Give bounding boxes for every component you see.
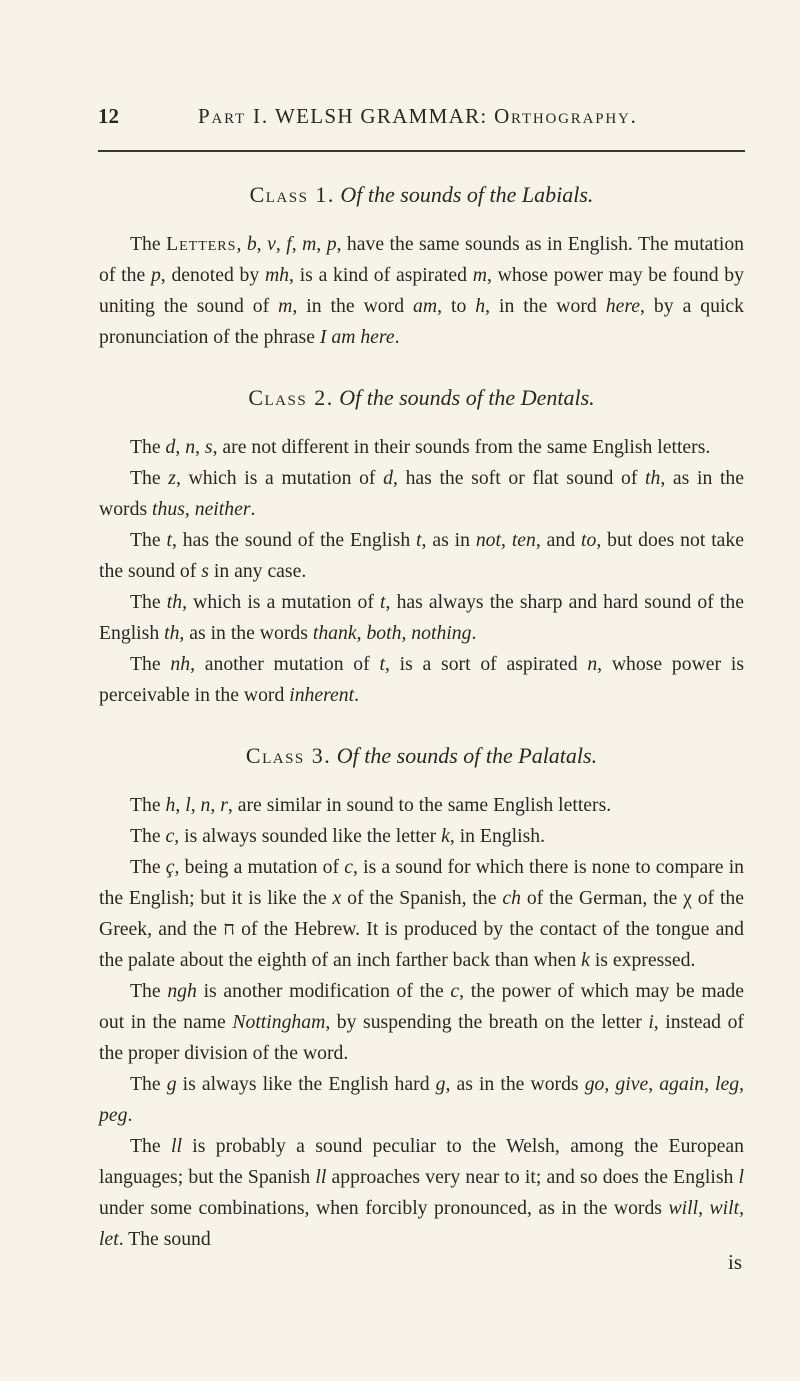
paragraph-palatals-3: The ç, being a mutation of c, is a sound for which there is none to compare in the English; but it is like the x of the Spanish, the ch of the German, the χ of the Greek, and the ח of the Hebrew. It is produced by the contact of the tongue and the palate about the eighth of an inch farther back than when k is expressed. [99,856,745,971]
page-body [99,181,744,1255]
paragraph-dentals-1: The d, n, s, are not different in their sounds from the same English letters. [130,436,711,458]
header-rule [98,150,745,152]
paragraph-palatals-6: The ll is probably a sound peculiar to the Welsh, among the European languages; but the Spanish ll approaches very near to it; and so does the English l under some combinations, when forcibly pronounced, as in the words will, wilt, let. The sound [99,1135,744,1250]
class-2-label: Class 2. [248,385,334,410]
paragraph-palatals-4: The ngh is another modification of the c, the power of which may be made out in the name Nottingham, by suspending the breath on the letter i, instead of the proper division of the word. [99,980,744,1064]
running-head-grammar: WELSH GRAMMAR: [275,104,488,128]
class-2-heading [99,384,744,412]
class-1-label: Class 1. [249,182,335,207]
running-head-part: Part I. [198,104,269,128]
paragraph-palatals-2: The c, is always sounded like the letter k, in English. [130,825,546,847]
class-3-label: Class 3. [245,743,332,768]
class-1-title: Of the sounds of the Labials. [340,182,594,207]
paragraph-dentals-4: The th, which is a mutation of t, has always the sharp and hard sound of the English th, as in the words thank, both, nothing. [99,591,744,644]
paragraph-labials: The Letters, b, v, f, m, p, have the same sounds as in English. The mutation of the p, denoted by mh, is a kind of aspirated m, whose power may be found by uniting the sound of m, in the word am, to h, in the word here, by a quick pronunciation of the phrase I am here. [99,233,745,348]
paragraph-palatals-5: The g is always like the English hard g, as in the words go, give, again, leg, peg. [99,1073,745,1126]
running-head [198,104,638,129]
page-number: 12 [98,104,119,128]
paragraph-palatals-1: The h, l, n, r, are similar in sound to the same English letters. [130,794,612,816]
class-2-title: Of the sounds of the Dentals. [339,385,595,410]
page-header [98,104,740,138]
catchword: is [727,1250,742,1274]
paragraph-dentals-5: The nh, another mutation of t, is a sort of aspirated n, whose power is perceivable in the word inherent. [99,653,744,706]
paragraph-dentals-2: The z, which is a mutation of d, has the soft or flat sound of th, as in the words thus, neither. [99,467,744,520]
running-head-section: Orthography. [494,104,638,128]
paragraph-dentals-3: The t, has the sound of the English t, as in not, ten, and to, but does not take the sound of s in any case. [99,529,744,582]
class-1-heading [99,181,744,209]
class-3-title: Of the sounds of the Palatals. [336,743,598,768]
class-3-heading [99,742,744,770]
